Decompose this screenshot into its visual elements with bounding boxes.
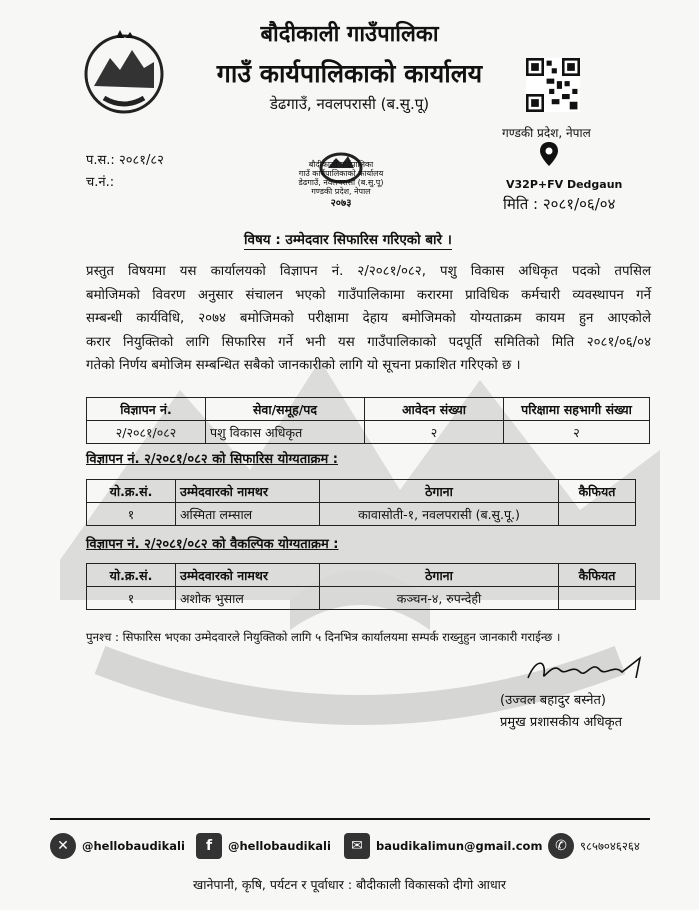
table-header: कैफियत xyxy=(559,480,636,503)
x-handle[interactable] xyxy=(50,832,185,860)
x-handle-text: @hellobaudikali xyxy=(82,839,185,853)
signatory-title: प्रमुख प्रशासकीय अधिकृत xyxy=(500,715,623,730)
stamp-line-2: गाउँ कार्यपालिकाको कार्यालय xyxy=(298,169,384,178)
office-name: गाउँ कार्यपालिकाको कार्यालय xyxy=(216,59,483,88)
location-pin-icon xyxy=(540,142,558,166)
table-header: यो.क्र.सं. xyxy=(87,564,176,587)
facebook-handle-text: @hellobaudikali xyxy=(228,839,331,853)
qr-code-icon xyxy=(526,58,580,112)
table-cell: कञ्चन-४, रुपन्देही xyxy=(320,587,559,610)
table-cell xyxy=(559,503,636,526)
table-header: उम्मेदवारको नामथर xyxy=(176,480,320,503)
table-cell: अस्मिता लम्साल xyxy=(176,503,320,526)
paragraph-line: बमोजिमको विवरण अनुसार संचालन भएको गाउँपालिकामा करारमा प्राविधिक कर्मचारी व्यवस्थापन गर्ने xyxy=(86,287,651,303)
ps-number: प.स.: २०८१/८२ xyxy=(86,153,164,168)
reference-numbers xyxy=(86,150,164,194)
table-header: कैफियत xyxy=(559,564,636,587)
alternate-table xyxy=(86,563,636,610)
plus-code: V32P+FV Dedgaun xyxy=(506,178,623,191)
stamp-line-1: बौदीकाली गाउँपालिका xyxy=(308,160,374,169)
footer-divider xyxy=(50,818,650,820)
x-twitter-icon: ✕ xyxy=(50,833,76,859)
recommendation-heading: विज्ञापन नं. २/२०८१/०८२ को सिफारिस योग्यताक्रम : xyxy=(86,452,338,467)
table-header: ठेगाना xyxy=(320,480,559,503)
paragraph-line: गतेको निर्णय बमोजिम सम्बन्धित सबैको जानकारीको लागि यो सूचना प्रकाशित गरिएको छ । xyxy=(86,358,521,373)
table-row xyxy=(87,587,636,610)
alternate-heading: विज्ञापन नं. २/२०८१/०८२ को वैकल्पिक योग्यताक्रम : xyxy=(86,537,339,552)
facebook-handle[interactable] xyxy=(196,832,331,860)
paragraph-line: प्रस्तुत विषयमा यस कार्यालयको विज्ञापन नं. २/२०८१/०८२, पशु विकास अधिकृत पदको तपसिल xyxy=(86,264,651,279)
table-cell xyxy=(559,587,636,610)
stamp-line-3: डेढगाउँ, नवलपरासी (ब.सु.पू) xyxy=(298,178,384,187)
table-header: आवेदन संख्या xyxy=(365,398,504,421)
table-row xyxy=(87,503,636,526)
paragraph-line: करार नियुक्तिको लागि सिफारिस गर्ने भनी यस गाउँपालिकाको पदपूर्ति समितिको मिति २०८१/०६/०४ xyxy=(86,334,651,350)
table-header: सेवा/समूह/पद xyxy=(206,398,365,421)
paragraph-line: सम्बन्धी कार्यविधि, २०७४ बमोजिमको परीक्षामा देहाय बमोजिमको योग्यताक्रम कायम हुन आएकोले xyxy=(86,311,651,326)
phone-icon: ✆ xyxy=(548,833,574,859)
subject-line: विषय : उम्मेदवार सिफारिस गरिएको बारे । xyxy=(244,232,452,248)
table-row xyxy=(87,421,650,444)
facebook-icon: f xyxy=(196,833,222,859)
phone-contact[interactable] xyxy=(548,832,640,860)
recommendation-table xyxy=(86,479,636,526)
table-header: परिक्षामा सहभागी संख्या xyxy=(504,398,650,421)
cn-number: च.नं.: xyxy=(86,175,115,190)
stamp-year: २०७३ xyxy=(330,198,352,209)
table-header: विज्ञापन नं. xyxy=(87,398,206,421)
footer-motto: खानेपानी, कृषि, पर्यटन र पूर्वाधार : बौदीकाली विकासको दीगो आधार xyxy=(193,877,506,892)
table-header: उम्मेदवारको नामथर xyxy=(176,564,320,587)
table-header-row xyxy=(87,564,636,587)
province-text: गण्डकी प्रदेश, नेपाल xyxy=(502,126,591,140)
body-paragraph xyxy=(86,260,651,378)
postscript-note: पुनश्च : सिफारिस भएका उम्मेदवारले नियुक्तिको लागि ५ दिनभित्र कार्यालयमा सम्पर्क राख्नुहुन जानकारी गराईन्छ । xyxy=(86,630,561,644)
stamp-line-4: गण्डकी प्रदेश, नेपाल xyxy=(311,187,371,196)
table-header: यो.क्र.सं. xyxy=(87,480,176,503)
letter-date: मिति : २०८१/०६/०४ xyxy=(503,195,616,213)
table-cell: २ xyxy=(504,421,650,444)
table-header: ठेगाना xyxy=(320,564,559,587)
office-address: डेढगाउँ, नवलपरासी (ब.सु.पू) xyxy=(269,95,430,113)
table-cell: अशोक भुसाल xyxy=(176,587,320,610)
table-cell: पशु विकास अधिकृत xyxy=(206,421,365,444)
table-cell: कावासोती-१, नवलपरासी (ब.सु.पू.) xyxy=(320,503,559,526)
email-text: baudikalimun@gmail.com xyxy=(376,839,543,853)
email-icon: ✉ xyxy=(344,833,370,859)
email-contact[interactable] xyxy=(344,832,542,860)
table-header-row xyxy=(87,480,636,503)
signatory-name: (उज्वल बहादुर बस्नेत) xyxy=(500,693,606,708)
table-cell: २ xyxy=(365,421,504,444)
vacancy-table xyxy=(86,397,650,444)
phone-text: ९८५७०४६२६४ xyxy=(580,838,640,853)
signature xyxy=(522,652,652,688)
table-cell: २/२०८१/०८२ xyxy=(87,421,206,444)
municipality-name: बौदीकाली गाउँपालिका xyxy=(260,22,439,47)
table-cell: १ xyxy=(87,587,176,610)
table-header-row xyxy=(87,398,650,421)
table-cell: १ xyxy=(87,503,176,526)
